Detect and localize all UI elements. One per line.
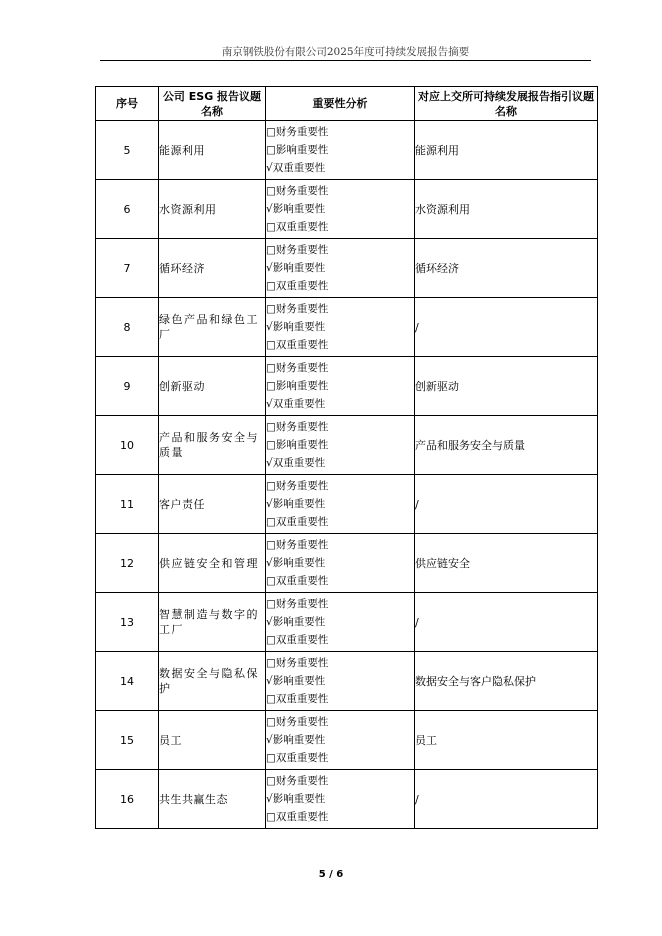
row-seq: 5 bbox=[96, 121, 159, 180]
row-seq: 12 bbox=[96, 534, 159, 593]
row-topic: 共生共赢生态 bbox=[159, 770, 266, 829]
materiality-option: √影响重要性 bbox=[266, 616, 326, 628]
row-guideline-topic: 产品和服务安全与质量 bbox=[415, 416, 598, 475]
table-header-row bbox=[96, 87, 598, 121]
row-topic: 绿色产品和绿色工厂 bbox=[159, 298, 266, 357]
row-materiality bbox=[266, 770, 415, 829]
row-materiality bbox=[266, 652, 415, 711]
row-guideline-topic: 数据安全与客户隐私保护 bbox=[415, 652, 598, 711]
header-divider bbox=[100, 60, 591, 61]
row-guideline-topic: / bbox=[415, 475, 598, 534]
row-seq: 11 bbox=[96, 475, 159, 534]
table-row bbox=[96, 475, 598, 534]
column-header-materiality: 重要性分析 bbox=[266, 87, 415, 121]
materiality-option: √影响重要性 bbox=[266, 498, 326, 510]
row-topic: 供应链安全和管理 bbox=[159, 534, 266, 593]
materiality-option: □财务重要性 bbox=[266, 775, 329, 787]
row-topic: 创新驱动 bbox=[159, 357, 266, 416]
materiality-option: √影响重要性 bbox=[266, 262, 326, 274]
row-seq: 15 bbox=[96, 711, 159, 770]
materiality-option: □双重重要性 bbox=[266, 280, 329, 292]
row-guideline-topic: 水资源利用 bbox=[415, 180, 598, 239]
materiality-option: √双重重要性 bbox=[266, 457, 326, 469]
row-topic: 循环经济 bbox=[159, 239, 266, 298]
row-guideline-topic: 员工 bbox=[415, 711, 598, 770]
row-materiality bbox=[266, 711, 415, 770]
materiality-option: □双重重要性 bbox=[266, 221, 329, 233]
row-guideline-topic: 循环经济 bbox=[415, 239, 598, 298]
materiality-option: √影响重要性 bbox=[266, 321, 326, 333]
row-materiality bbox=[266, 298, 415, 357]
row-topic: 数据安全与隐私保护 bbox=[159, 652, 266, 711]
row-seq: 6 bbox=[96, 180, 159, 239]
row-materiality bbox=[266, 416, 415, 475]
row-materiality bbox=[266, 121, 415, 180]
materiality-option: □财务重要性 bbox=[266, 480, 329, 492]
row-materiality bbox=[266, 239, 415, 298]
materiality-option: □双重重要性 bbox=[266, 516, 329, 528]
materiality-option: □财务重要性 bbox=[266, 598, 329, 610]
table-row bbox=[96, 652, 598, 711]
row-seq: 9 bbox=[96, 357, 159, 416]
table-row bbox=[96, 357, 598, 416]
materiality-option: □双重重要性 bbox=[266, 811, 329, 823]
table-row bbox=[96, 593, 598, 652]
column-header-guideline-topic: 对应上交所可持续发展报告指引议题名称 bbox=[415, 87, 598, 121]
materiality-option: □财务重要性 bbox=[266, 126, 329, 138]
materiality-option: □财务重要性 bbox=[266, 421, 329, 433]
row-topic: 水资源利用 bbox=[159, 180, 266, 239]
column-header-topic: 公司 ESG 报告议题名称 bbox=[159, 87, 266, 121]
table-row bbox=[96, 770, 598, 829]
materiality-option: □双重重要性 bbox=[266, 634, 329, 646]
materiality-option: □财务重要性 bbox=[266, 362, 329, 374]
materiality-option: □双重重要性 bbox=[266, 752, 329, 764]
row-materiality bbox=[266, 534, 415, 593]
row-materiality bbox=[266, 593, 415, 652]
esg-topics-table bbox=[95, 86, 598, 829]
row-topic: 员工 bbox=[159, 711, 266, 770]
row-topic: 能源利用 bbox=[159, 121, 266, 180]
row-materiality bbox=[266, 357, 415, 416]
page-number: 5 / 6 bbox=[318, 869, 344, 880]
table-row bbox=[96, 416, 598, 475]
row-seq: 14 bbox=[96, 652, 159, 711]
materiality-option: □影响重要性 bbox=[266, 380, 329, 392]
row-guideline-topic: 创新驱动 bbox=[415, 357, 598, 416]
materiality-option: □财务重要性 bbox=[266, 185, 329, 197]
row-topic: 产品和服务安全与质量 bbox=[159, 416, 266, 475]
materiality-option: √影响重要性 bbox=[266, 734, 326, 746]
materiality-option: √影响重要性 bbox=[266, 557, 326, 569]
row-seq: 13 bbox=[96, 593, 159, 652]
page-header-title: 南京钢铁股份有限公司2025年度可持续发展报告摘要 bbox=[221, 46, 470, 58]
row-seq: 8 bbox=[96, 298, 159, 357]
materiality-option: √双重重要性 bbox=[266, 162, 326, 174]
row-guideline-topic: / bbox=[415, 298, 598, 357]
table-row bbox=[96, 239, 598, 298]
row-topic: 智慧制造与数字的工厂 bbox=[159, 593, 266, 652]
materiality-option: √影响重要性 bbox=[266, 675, 326, 687]
materiality-option: □双重重要性 bbox=[266, 693, 329, 705]
materiality-option: □双重重要性 bbox=[266, 575, 329, 587]
materiality-option: □财务重要性 bbox=[266, 657, 329, 669]
materiality-option: □财务重要性 bbox=[266, 539, 329, 551]
row-guideline-topic: 能源利用 bbox=[415, 121, 598, 180]
materiality-option: √双重重要性 bbox=[266, 398, 326, 410]
table-row bbox=[96, 121, 598, 180]
materiality-option: □财务重要性 bbox=[266, 303, 329, 315]
materiality-option: □财务重要性 bbox=[266, 244, 329, 256]
table-row bbox=[96, 298, 598, 357]
materiality-option: □影响重要性 bbox=[266, 144, 329, 156]
row-seq: 10 bbox=[96, 416, 159, 475]
column-header-seq: 序号 bbox=[96, 87, 159, 121]
row-guideline-topic: / bbox=[415, 770, 598, 829]
row-materiality bbox=[266, 475, 415, 534]
materiality-option: □双重重要性 bbox=[266, 339, 329, 351]
row-guideline-topic: 供应链安全 bbox=[415, 534, 598, 593]
row-materiality bbox=[266, 180, 415, 239]
row-guideline-topic: / bbox=[415, 593, 598, 652]
materiality-option: √影响重要性 bbox=[266, 793, 326, 805]
row-topic: 客户责任 bbox=[159, 475, 266, 534]
materiality-option: √影响重要性 bbox=[266, 203, 326, 215]
row-seq: 16 bbox=[96, 770, 159, 829]
table-row bbox=[96, 180, 598, 239]
table-row bbox=[96, 711, 598, 770]
row-seq: 7 bbox=[96, 239, 159, 298]
materiality-option: □财务重要性 bbox=[266, 716, 329, 728]
materiality-option: □影响重要性 bbox=[266, 439, 329, 451]
table-row bbox=[96, 534, 598, 593]
